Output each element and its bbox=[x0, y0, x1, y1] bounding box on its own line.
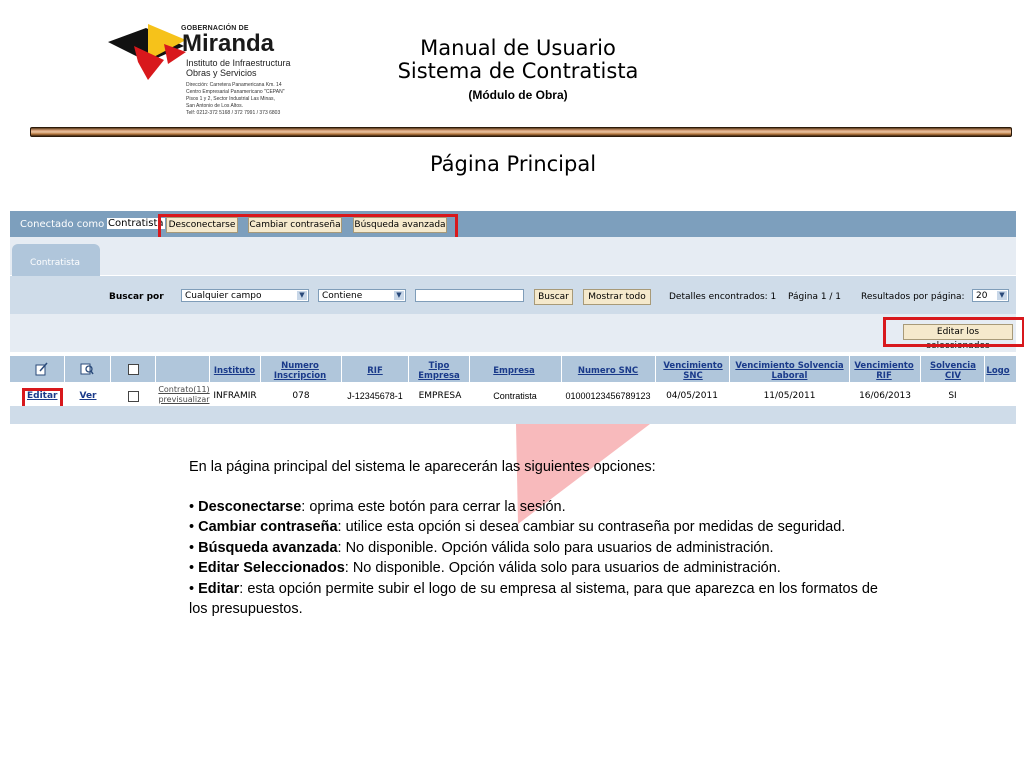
view-link[interactable]: Ver bbox=[79, 391, 97, 401]
chevron-down-icon: ▼ bbox=[394, 291, 404, 300]
connected-as-label: Conectado como bbox=[20, 219, 105, 230]
th-numero-inscripcion[interactable] bbox=[267, 361, 333, 381]
option-text: : No disponible. Opción válida solo para usuarios de administración. bbox=[337, 539, 774, 556]
option-text: : utilice esta opción si desea cambiar su contraseña por medidas de seguridad. bbox=[337, 519, 846, 536]
th-vencimiento-solvencia[interactable]: Vencimiento Solvencia Laboral bbox=[735, 361, 844, 381]
table-footer bbox=[10, 406, 1016, 424]
per-page-select[interactable] bbox=[972, 289, 1009, 302]
cell-vencimiento-solvencia: 11/05/2011 bbox=[763, 391, 816, 401]
actions-band bbox=[10, 314, 1016, 352]
option-item bbox=[189, 579, 878, 620]
bullet: • bbox=[189, 580, 195, 597]
edit-column-icon bbox=[34, 362, 48, 381]
tab-strip bbox=[10, 237, 1016, 275]
cell-tipo-empresa: EMPRESA bbox=[418, 391, 462, 401]
cell-vencimiento-snc: 04/05/2011 bbox=[666, 391, 718, 401]
bullet: • bbox=[189, 560, 195, 577]
institution-logo bbox=[108, 22, 328, 118]
search-field-select[interactable] bbox=[181, 289, 309, 302]
edit-selected-button[interactable]: Editar los seleccionados bbox=[903, 324, 1013, 340]
system-title: Sistema de Contratista bbox=[397, 59, 639, 83]
app-screenshot bbox=[10, 211, 1016, 424]
search-input[interactable] bbox=[415, 289, 524, 302]
th-instituto[interactable]: Instituto bbox=[213, 366, 256, 376]
select-all-checkbox[interactable] bbox=[128, 364, 139, 375]
highlight-edit-selected bbox=[883, 317, 1024, 347]
address-line: Centro Empresarial Panamericano "CEPAN" bbox=[186, 89, 285, 95]
th-rif[interactable]: RIF bbox=[367, 366, 383, 376]
contract-link-line1: Contrato(11) bbox=[158, 385, 210, 394]
option-term: Editar Seleccionados bbox=[198, 560, 345, 577]
option-item bbox=[189, 517, 878, 537]
th-logo[interactable]: Logo bbox=[986, 366, 1010, 376]
row-checkbox[interactable] bbox=[128, 391, 139, 402]
view-column-icon bbox=[80, 362, 94, 381]
results-count: Detalles encontrados: 1 bbox=[669, 292, 777, 302]
cell-vencimiento-rif: 16/06/2013 bbox=[859, 391, 911, 401]
address-line: Dirección: Carretera Panamericana Km. 14 bbox=[186, 82, 282, 88]
chevron-down-icon: ▼ bbox=[297, 291, 307, 300]
th-vencimiento-snc[interactable]: Vencimiento SNC bbox=[663, 361, 723, 381]
th-vencimiento-rif[interactable]: Vencimiento RIF bbox=[854, 361, 914, 381]
edit-link[interactable]: Editar bbox=[27, 391, 58, 401]
option-term: Búsqueda avanzada bbox=[198, 539, 338, 556]
logo-instituto-line2: Obras y Servicios bbox=[186, 68, 257, 78]
cell-solvencia-civ: SI bbox=[948, 391, 957, 401]
option-item bbox=[189, 497, 878, 517]
cell-numero-snc: 01000123456789123 bbox=[565, 391, 651, 401]
tab-contratista-label: Contratista bbox=[30, 258, 81, 268]
change-password-button[interactable]: Cambiar contraseña bbox=[248, 217, 342, 233]
advanced-search-button[interactable]: Búsqueda avanzada bbox=[353, 217, 447, 233]
logo-instituto-line1: Instituto de Infraestructura bbox=[186, 58, 291, 68]
option-term: Desconectarse bbox=[198, 499, 302, 515]
page-title: Página Principal bbox=[429, 152, 597, 176]
option-list bbox=[189, 497, 878, 619]
per-page-value: 20 bbox=[976, 291, 988, 301]
intro-paragraph: En la página principal del sistema le aparecerán las siguientes opciones: bbox=[189, 459, 656, 475]
contract-link-line2: previsualizar bbox=[158, 395, 210, 404]
page-indicator: Página 1 / 1 bbox=[788, 292, 842, 302]
miranda-flag-logo-icon bbox=[108, 22, 188, 82]
option-item bbox=[189, 558, 878, 578]
cell-numero-inscripcion: 078 bbox=[292, 391, 310, 401]
address-line: San Antonio de Los Altos. bbox=[186, 103, 243, 109]
th-tipo-empresa[interactable]: Tipo Empresa bbox=[418, 361, 460, 381]
th-numero-inscripcion-label: Numero Inscripcion bbox=[273, 361, 327, 381]
cell-empresa: Contratista bbox=[493, 391, 537, 401]
search-condition-value: Contiene bbox=[322, 291, 363, 301]
search-button[interactable]: Buscar bbox=[534, 289, 573, 305]
manual-title: Manual de Usuario bbox=[420, 36, 616, 60]
bullet: • bbox=[189, 539, 195, 556]
option-text: : esta opción permite subir el logo de su empresa al sistema, para que aparezca en los formatos de los presupuestos. bbox=[189, 580, 878, 618]
logo-miranda-text: Miranda bbox=[182, 30, 275, 57]
th-solvencia-civ[interactable]: Solvencia CIV bbox=[930, 361, 976, 381]
header-divider bbox=[30, 127, 1012, 137]
option-text: : oprima este botón para cerrar la sesión. bbox=[301, 499, 566, 515]
option-item bbox=[189, 538, 878, 558]
logo-address bbox=[186, 82, 336, 117]
logout-button[interactable]: Desconectarse bbox=[166, 217, 238, 233]
th-numero-snc[interactable]: Numero SNC bbox=[577, 366, 639, 376]
search-condition-select[interactable] bbox=[318, 289, 406, 302]
address-line: Telf: 0212-372 5168 / 372 7991 / 373 6803 bbox=[186, 110, 281, 116]
address-line: Pisos 1 y 2, Sector Industrial Las Minas, bbox=[186, 96, 275, 102]
option-term: Editar bbox=[198, 580, 240, 597]
option-text: : No disponible. Opción válida solo para usuarios de administración. bbox=[344, 560, 781, 577]
chevron-down-icon: ▼ bbox=[997, 291, 1007, 300]
logo-gobernacion-text: GOBERNACIÓN DE bbox=[181, 25, 249, 32]
bullet: • bbox=[189, 499, 195, 515]
contract-preview-link[interactable] bbox=[157, 385, 211, 405]
per-page-label: Resultados por página: bbox=[861, 292, 965, 302]
bullet: • bbox=[189, 519, 195, 536]
search-field-value: Cualquier campo bbox=[185, 291, 262, 301]
show-all-button[interactable]: Mostrar todo bbox=[583, 289, 651, 305]
cell-instituto: INFRAMIR bbox=[213, 391, 257, 401]
cell-rif: J-12345678-1 bbox=[347, 391, 403, 401]
logo-instituto-text bbox=[186, 58, 291, 78]
module-subtitle: (Módulo de Obra) bbox=[468, 88, 568, 102]
connected-user: Contratista bbox=[108, 218, 164, 229]
th-empresa[interactable]: Empresa bbox=[493, 366, 535, 376]
search-by-label: Buscar por bbox=[109, 292, 164, 302]
option-term: Cambiar contraseña bbox=[198, 519, 338, 536]
